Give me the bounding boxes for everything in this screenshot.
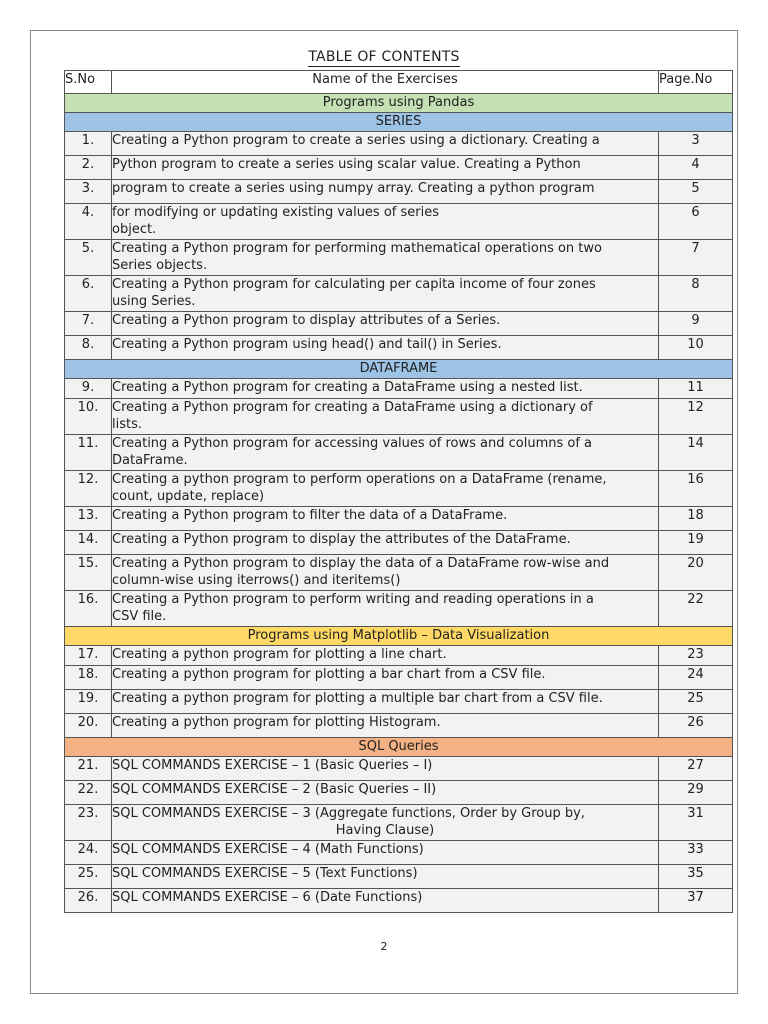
table-row	[65, 240, 733, 276]
row-sno: 4.	[65, 204, 112, 240]
row-page: 16	[659, 471, 733, 507]
row-name: SQL COMMANDS EXERCISE – 3 (Aggregate functions, Order by Group by, Having Clause)	[112, 805, 659, 841]
row-name: Creating a python program to perform operations on a DataFrame (rename, count, update, replace)	[112, 471, 659, 507]
row-sno: 10.	[65, 399, 112, 435]
table-row	[65, 889, 733, 913]
table-row	[65, 865, 733, 889]
row-name: Creating a Python program to display attributes of a Series.	[112, 312, 659, 336]
table-row	[65, 757, 733, 781]
row-sno: 25.	[65, 865, 112, 889]
table-row	[65, 435, 733, 471]
table-row	[65, 805, 733, 841]
row-sno: 3.	[65, 180, 112, 204]
row-sno: 24.	[65, 841, 112, 865]
row-name: Creating a Python program using head() and tail() in Series.	[112, 336, 659, 360]
section-label: Programs using Pandas	[65, 94, 733, 113]
row-page: 8	[659, 276, 733, 312]
table-row	[65, 666, 733, 690]
table-row	[65, 204, 733, 240]
row-name: Creating a Python program to create a series using a dictionary. Creating a	[112, 132, 659, 156]
header-page: Page.No	[659, 71, 733, 94]
table-row	[65, 336, 733, 360]
row-name: Python program to create a series using scalar value. Creating a Python	[112, 156, 659, 180]
row-name: SQL COMMANDS EXERCISE – 1 (Basic Queries – I)	[112, 757, 659, 781]
table-row	[65, 276, 733, 312]
row-sno: 18.	[65, 666, 112, 690]
row-page: 10	[659, 336, 733, 360]
row-name: Creating a Python program for creating a DataFrame using a nested list.	[112, 379, 659, 399]
row-page: 9	[659, 312, 733, 336]
row-sno: 20.	[65, 714, 112, 738]
row-sno: 17.	[65, 646, 112, 666]
row-sno: 22.	[65, 781, 112, 805]
row-sno: 26.	[65, 889, 112, 913]
row-page: 29	[659, 781, 733, 805]
row-page: 3	[659, 132, 733, 156]
row-sno: 12.	[65, 471, 112, 507]
table-row	[65, 132, 733, 156]
table-row	[65, 646, 733, 666]
row-name: Creating a Python program to filter the data of a DataFrame.	[112, 507, 659, 531]
section-series	[65, 113, 733, 132]
row-page: 18	[659, 507, 733, 531]
row-page: 37	[659, 889, 733, 913]
header-name: Name of the Exercises	[112, 71, 659, 94]
page-number: 2	[380, 940, 388, 953]
row-name: Creating a Python program for calculating per capita income of four zones using Series.	[112, 276, 659, 312]
row-name: Creating a python program for plotting Histogram.	[112, 714, 659, 738]
row-sno: 11.	[65, 435, 112, 471]
section-label: Programs using Matplotlib – Data Visualization	[65, 627, 733, 646]
table-row	[65, 180, 733, 204]
table-row	[65, 591, 733, 627]
row-name: Creating a Python program to display the attributes of the DataFrame.	[112, 531, 659, 555]
row-name: SQL COMMANDS EXERCISE – 2 (Basic Queries – II)	[112, 781, 659, 805]
toc-title-text: TABLE OF CONTENTS	[308, 49, 460, 65]
table-row	[65, 690, 733, 714]
row-sno: 13.	[65, 507, 112, 531]
row-sno: 9.	[65, 379, 112, 399]
row-page: 25	[659, 690, 733, 714]
row-sno: 19.	[65, 690, 112, 714]
row-sno: 23.	[65, 805, 112, 841]
row-sno: 14.	[65, 531, 112, 555]
row-page: 5	[659, 180, 733, 204]
toc-title	[0, 49, 768, 65]
row-page: 19	[659, 531, 733, 555]
section-label: SQL Queries	[65, 738, 733, 757]
row-page: 7	[659, 240, 733, 276]
header-sno: S.No	[65, 71, 112, 94]
row-name: Creating a Python program to display the data of a DataFrame row-wise and column-wise using iterrows() and iteritems()	[112, 555, 659, 591]
table-row	[65, 555, 733, 591]
row-name: SQL COMMANDS EXERCISE – 6 (Date Functions)	[112, 889, 659, 913]
table-row	[65, 156, 733, 180]
row-page: 14	[659, 435, 733, 471]
row-name: SQL COMMANDS EXERCISE – 5 (Text Functions)	[112, 865, 659, 889]
row-page: 27	[659, 757, 733, 781]
row-page: 4	[659, 156, 733, 180]
section-matplotlib	[65, 627, 733, 646]
row-page: 31	[659, 805, 733, 841]
row-sno: 2.	[65, 156, 112, 180]
table-row	[65, 841, 733, 865]
table-row	[65, 531, 733, 555]
row-sno: 5.	[65, 240, 112, 276]
row-sno: 6.	[65, 276, 112, 312]
row-sno: 1.	[65, 132, 112, 156]
section-label: DATAFRAME	[65, 360, 733, 379]
row-page: 11	[659, 379, 733, 399]
row-name: Creating a python program for plotting a multiple bar chart from a CSV file.	[112, 690, 659, 714]
row-page: 6	[659, 204, 733, 240]
table-row	[65, 379, 733, 399]
table-row	[65, 507, 733, 531]
row-name: Creating a Python program for performing mathematical operations on two Series objects.	[112, 240, 659, 276]
row-name: Creating a python program for plotting a bar chart from a CSV file.	[112, 666, 659, 690]
section-pandas	[65, 94, 733, 113]
section-sql	[65, 738, 733, 757]
row-sno: 21.	[65, 757, 112, 781]
table-row	[65, 312, 733, 336]
section-label: SERIES	[65, 113, 733, 132]
row-page: 20	[659, 555, 733, 591]
row-page: 33	[659, 841, 733, 865]
row-name: Creating a Python program to perform writing and reading operations in a CSV file.	[112, 591, 659, 627]
table-row	[65, 714, 733, 738]
row-page: 23	[659, 646, 733, 666]
row-page: 35	[659, 865, 733, 889]
row-sno: 7.	[65, 312, 112, 336]
row-page: 26	[659, 714, 733, 738]
row-sno: 15.	[65, 555, 112, 591]
row-name: SQL COMMANDS EXERCISE – 4 (Math Functions)	[112, 841, 659, 865]
row-name: Creating a Python program for creating a DataFrame using a dictionary of lists.	[112, 399, 659, 435]
row-page: 12	[659, 399, 733, 435]
row-page: 24	[659, 666, 733, 690]
section-dataframe	[65, 360, 733, 379]
row-name: program to create a series using numpy array. Creating a python program	[112, 180, 659, 204]
row-name: Creating a Python program for accessing values of rows and columns of a DataFrame.	[112, 435, 659, 471]
table-row	[65, 471, 733, 507]
table-row	[65, 399, 733, 435]
row-page: 22	[659, 591, 733, 627]
table-row	[65, 781, 733, 805]
row-sno: 8.	[65, 336, 112, 360]
header-row	[65, 71, 733, 94]
row-sno: 16.	[65, 591, 112, 627]
toc-table	[64, 70, 733, 913]
row-name: for modifying or updating existing values of series object.	[112, 204, 659, 240]
row-name: Creating a python program for plotting a line chart.	[112, 646, 659, 666]
